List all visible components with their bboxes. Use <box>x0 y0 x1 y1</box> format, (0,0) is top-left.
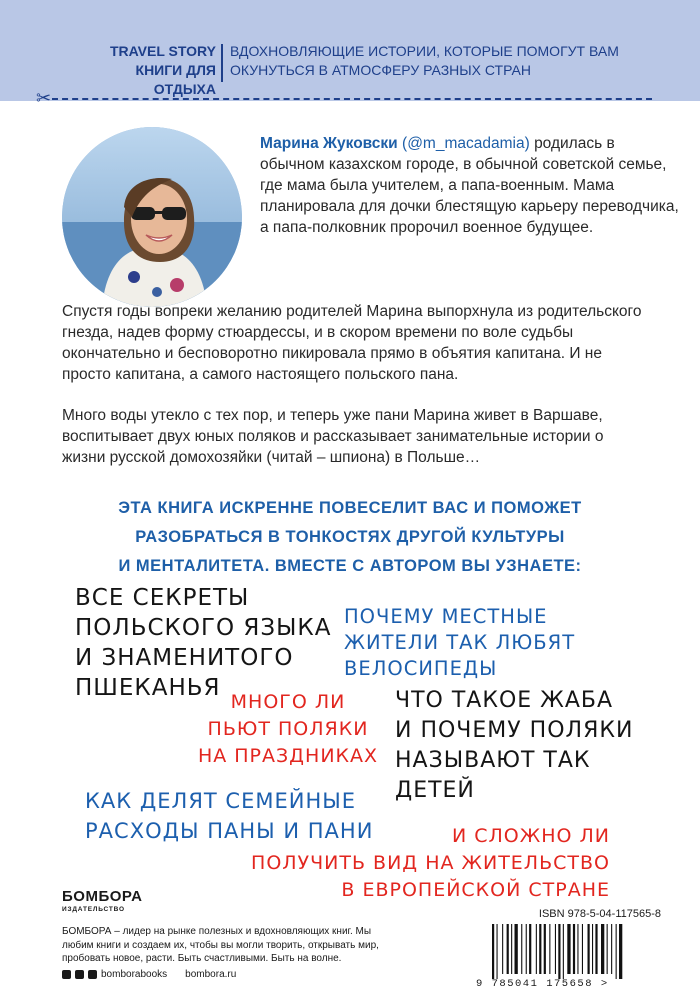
topic-drinking <box>188 689 388 770</box>
author-photo <box>62 127 242 307</box>
topic-line: ЧТО ТАКОЕ ЖАБА <box>395 688 614 713</box>
topic-polish-language <box>75 583 355 703</box>
series-banner <box>0 0 700 108</box>
topic-line: И ПОЧЕМУ ПОЛЯКИ <box>395 718 634 743</box>
book-promise-line1: ЭТА КНИГА ИСКРЕННЕ ПОВЕСЕЛИТ ВАС И ПОМОЖЕТ <box>118 499 582 517</box>
topic-line: И ЗНАМЕНИТОГО <box>75 645 294 671</box>
topic-line: ДЕТЕЙ <box>395 778 475 803</box>
series-title: TRAVEL STORY <box>109 43 216 59</box>
book-promise <box>80 494 620 581</box>
topic-line: НА ПРАЗДНИКАХ <box>197 745 379 767</box>
publisher-description: БОМБОРА – лидер на рынке полезных и вдохновляющих книг. Мы любим книги и создаем их, чтобы вы могли творить, открывать мир, пробовать новое, расти. Быть счастливыми. Быть на волне. <box>62 926 379 964</box>
banner-divider <box>221 44 223 82</box>
book-promise-line2: РАЗОБРАТЬСЯ В ТОНКОСТЯХ ДРУГОЙ КУЛЬТУРЫ <box>135 528 565 546</box>
series-subtitle: КНИГИ ДЛЯ ОТДЫХА <box>135 62 216 97</box>
topic-line: ЖИТЕЛИ ТАК ЛЮБЯТ <box>344 631 576 654</box>
isbn-label: ISBN 978-5-04-117565-8 <box>538 908 661 920</box>
publisher-name: БОМБОРА <box>62 888 143 905</box>
series-tagline <box>230 42 670 80</box>
topic-bicycles <box>344 604 644 682</box>
instagram-icon <box>88 970 97 979</box>
topic-line: ПОЧЕМУ МЕСТНЫЕ <box>344 605 548 628</box>
barcode-digits: 9 785041 175658 > <box>476 978 609 990</box>
topic-zhaba <box>395 686 675 806</box>
series-tagline-line2: ОКУНУТЬСЯ В АТМОСФЕРУ РАЗНЫХ СТРАН <box>230 62 531 78</box>
author-bio-text: родилась в обычном казахском городе, в обычной советской семье, где мама была учителем, а папа-военным. Мама планировала для дочки блестящую карьеру переводчика, а папа-полковник пророчил военное будущее. <box>260 135 679 236</box>
publisher-subtitle: ИЗДАТЕЛЬСТВО <box>62 906 125 913</box>
topic-residence-permit <box>200 823 610 904</box>
publisher-website[interactable]: bombora.ru <box>185 969 237 980</box>
publisher-logo <box>62 888 142 913</box>
book-promise-line3: И МЕНТАЛИТЕТА. ВМЕСТЕ С АВТОРОМ ВЫ УЗНАЕТЕ: <box>118 557 582 575</box>
cut-line <box>52 98 652 100</box>
facebook-icon <box>62 970 71 979</box>
paragraph-2: Много воды утекло с тех пор, и теперь уже пани Марина живет в Варшаве, воспитывает двух юных поляков и рассказывает занимательные истории о жизни русской домохозяйки (читай – шпиона) в Польше… <box>62 407 604 466</box>
topic-line: В ЕВРОПЕЙСКОЙ СТРАНЕ <box>341 879 610 901</box>
paragraph-1: Спустя годы вопреки желанию родителей Марина выпорхнула из родительского гнезда, надев форму стюардессы, и в скором времени по воле судьбы окончательно и бесповоротно пикировала прямо в объятия капитана. И не просто капитана, а самого настоящего польского пана. <box>62 303 642 383</box>
topic-line: РАСХОДЫ ПАНЫ И ПАНИ <box>85 819 374 843</box>
scissors-icon: ✂ <box>36 88 52 108</box>
vk-icon <box>75 970 84 979</box>
topic-line: ПОЛУЧИТЬ ВИД НА ЖИТЕЛЬСТВО <box>251 852 610 874</box>
topic-line: И СЛОЖНО ЛИ <box>451 825 610 847</box>
topic-line: ВЕЛОСИПЕДЫ <box>344 657 498 680</box>
topic-line: МНОГО ЛИ <box>230 691 346 713</box>
series-name <box>100 42 216 99</box>
author-handle: (@m_macadamia) <box>402 135 530 152</box>
topic-line: ВСЕ СЕКРЕТЫ <box>75 585 250 611</box>
barcode <box>488 924 660 979</box>
author-name: Марина Жуковски <box>260 135 398 152</box>
author-portrait <box>62 127 242 307</box>
social-handle[interactable]: bomborabooks <box>101 969 168 980</box>
topic-line: НАЗЫВАЮТ ТАК <box>395 748 591 773</box>
series-tagline-line1: ВДОХНОВЛЯЮЩИЕ ИСТОРИИ, КОТОРЫЕ ПОМОГУТ ВАМ <box>230 43 619 59</box>
publisher-socials <box>62 969 236 980</box>
author-intro <box>260 133 680 238</box>
topic-line: ПШЕКАНЬЯ <box>75 675 221 701</box>
topic-line: КАК ДЕЛЯТ СЕМЕЙНЫЕ <box>85 789 357 813</box>
topic-line: ПЬЮТ ПОЛЯКИ <box>207 718 369 740</box>
topic-line: ПОЛЬСКОГО ЯЗЫКА <box>75 615 332 641</box>
